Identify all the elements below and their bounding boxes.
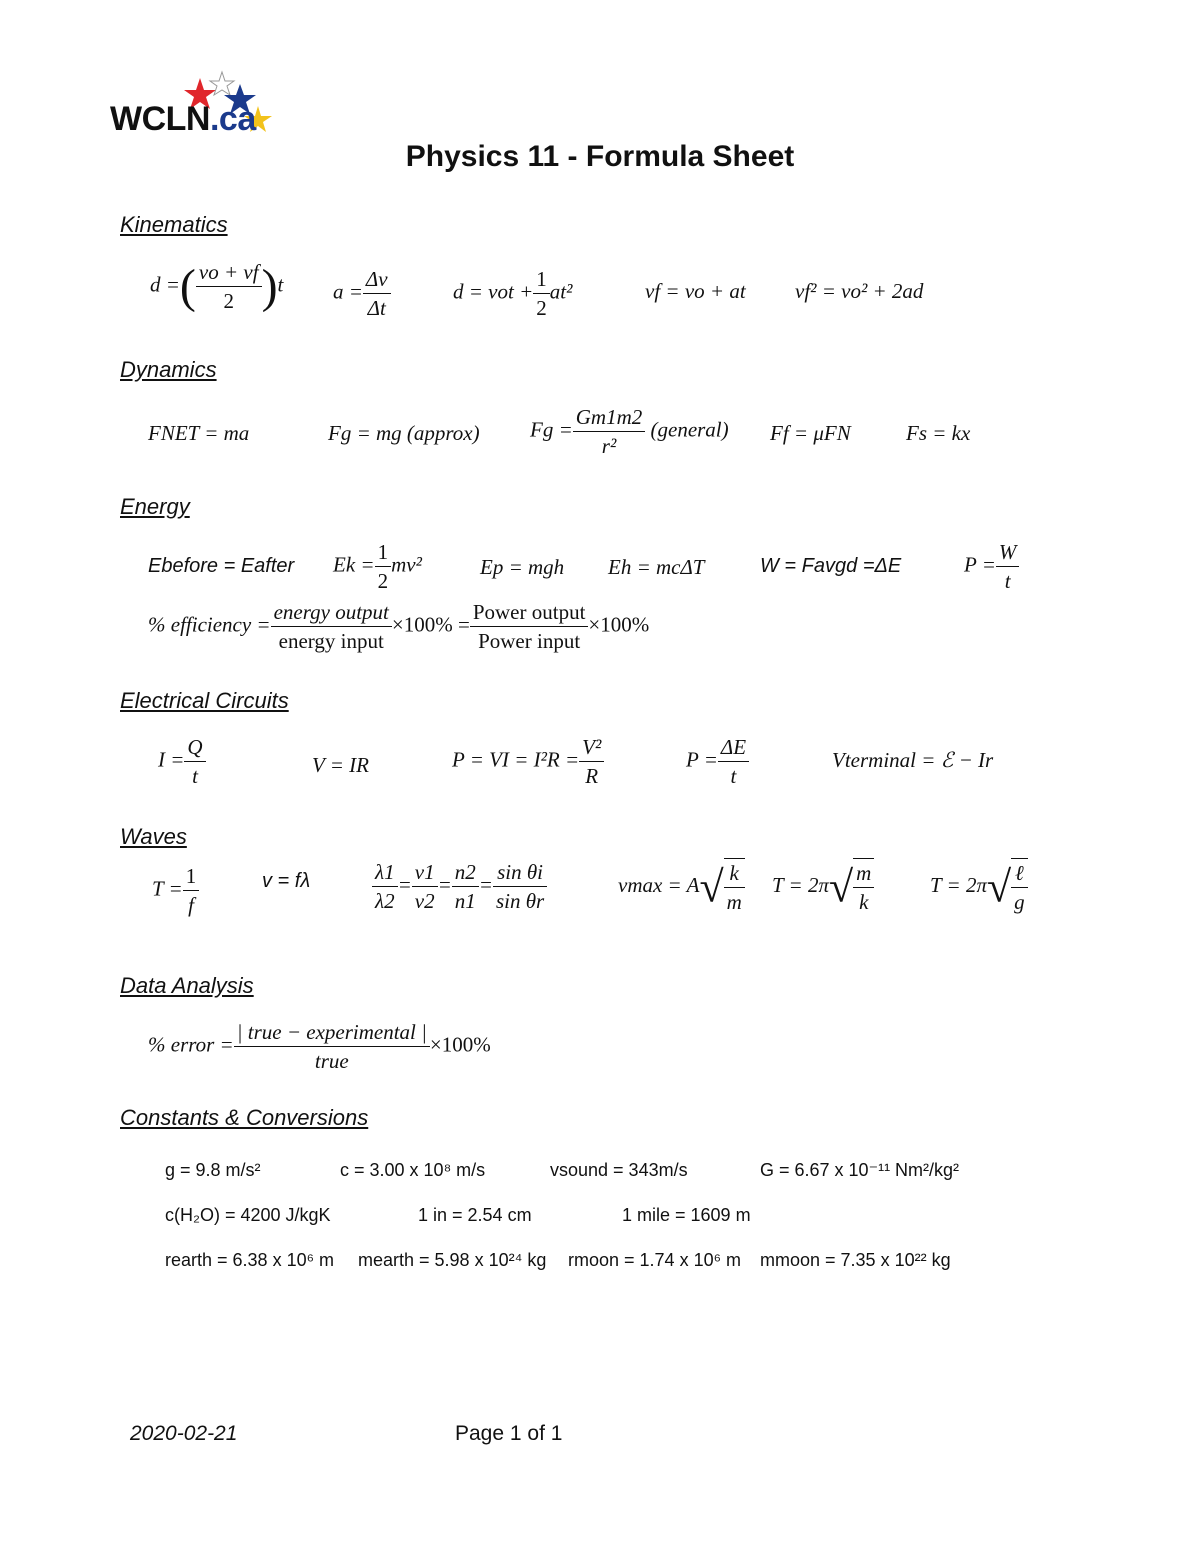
const-mile: 1 mile = 1609 m [622,1205,751,1225]
logo [110,100,256,139]
kin-formula-3 [453,265,572,322]
elec-f4-num: ΔE [718,733,749,762]
waves-f5-den: k [859,890,869,914]
eff-end: ×100% [588,612,650,637]
const-water-heat: c(H₂O) = 4200 J/kgK [165,1205,331,1225]
error-den: true [314,1049,349,1073]
dyn-formula-3 [530,403,729,460]
section-constants: Constants & Conversions [120,1105,369,1130]
elec-formula-3 [452,733,604,790]
waves-f3-d2: v2 [414,889,435,913]
kin-formula-1: d =( $\frac{vo + vf}{2}$ )t [150,260,284,313]
footer-page-number: Page 1 of 1 [455,1422,563,1445]
elec-f4-den: t [730,764,737,788]
energy-f6-den: t [1004,569,1011,593]
elec-f3-num: V² [579,733,604,762]
error-lhs: % error = [148,1032,234,1057]
energy-formula-2 [333,538,422,595]
const-gravity: g = 9.8 m/s² [165,1160,261,1180]
elec-formula-4 [686,733,749,790]
eff-den2: Power input [478,629,581,653]
kin-f3-rhs: at² [549,279,573,304]
kin-formula-4: vf = vo + at [645,279,746,303]
elec-formula-5: Vterminal = ℰ − Ir [832,748,994,772]
energy-f6-lhs: P = [964,552,996,577]
eff-mid: ×100% = [391,612,470,637]
section-waves: Waves [120,824,187,849]
error-num: | true − experimental | [234,1018,430,1047]
energy-f2-lhs: Ek = [333,552,375,577]
dyn-f3-num: Gm1m2 [573,403,646,432]
page-title: Physics 11 - Formula Sheet [405,140,795,173]
error-rhs: ×100% [429,1032,491,1057]
waves-f4-lhs: vmax = A [618,872,700,897]
eff-num2: Power output [470,598,589,627]
logo-dot: .ca [209,100,256,138]
const-moon-radius: rmoon = 1.74 x 10⁶ m [568,1250,741,1270]
kin-f2-den: Δt [367,296,386,320]
energy-formula-1: Ebefore = Eafter [148,555,295,577]
kin-f1-num: vo + vf [196,258,262,287]
section-dynamics: Dynamics [120,357,217,382]
energy-f6-num: W [996,538,1020,567]
waves-f6-den: g [1014,890,1025,914]
waves-f3-n3: n2 [452,858,479,887]
waves-f3-n1: λ1 [372,858,398,887]
const-earth-mass: mearth = 5.98 x 10²⁴ kg [358,1250,547,1270]
const-gravitational: G = 6.67 x 10⁻¹¹ Nm²/kg² [760,1160,960,1180]
dyn-formula-1: FNET = ma [148,421,250,445]
waves-f1-num: 1 [183,862,200,891]
eff-den1: energy input [278,629,384,653]
dyn-formula-2: Fg = mg (approx) [328,421,480,445]
kin-f3-lhs: d = vot + [453,279,534,304]
efficiency-formula [148,598,649,655]
elec-f4-lhs: P = [686,747,718,772]
waves-f3-n4: sin θi [493,858,547,887]
const-moon-mass: mmoon = 7.35 x 10²² kg [760,1250,951,1270]
waves-formula-5: T = 2π√ $\frac{m}{k}$ [772,858,874,916]
elec-formula-2: V = IR [312,753,369,777]
kin-f1-t: t [277,272,284,297]
elec-f1-lhs: I = [158,747,185,772]
energy-f2-num: 1 [375,538,392,567]
dyn-f3-rhs: (general) [650,417,729,442]
energy-formula-3: Ep = mgh [480,555,565,579]
energy-formula-4: Eh = mcΔT [608,555,705,579]
dyn-formula-5: Fs = kx [906,421,971,445]
section-kinematics: Kinematics [120,212,228,237]
elec-f3-den: R [585,764,599,788]
const-earth-radius: rearth = 6.38 x 10⁶ m [165,1250,334,1270]
waves-f4-num: k [724,859,745,888]
const-inch: 1 in = 2.54 cm [418,1205,532,1225]
waves-f5-lhs: T = 2π [772,872,829,897]
kin-f1-den: 2 [223,289,234,313]
elec-f3-lhs: P = VI = I²R = [452,747,580,772]
section-electrical: Electrical Circuits [120,688,289,713]
kin-f2-num: Δv [363,265,391,294]
waves-f1-den: f [188,893,194,917]
footer-date: 2020-02-21 [130,1422,238,1445]
kin-formula-5: vf² = vo² + 2ad [795,279,924,303]
elec-f1-den: t [192,764,198,788]
elec-formula-1 [158,733,206,790]
waves-formula-1 [152,862,199,919]
energy-f2-den: 2 [377,569,389,593]
dyn-f3-lhs: Fg = [530,417,573,442]
waves-f1-lhs: T = [152,876,183,901]
section-data-analysis: Data Analysis [120,973,254,998]
kin-formula-2 [333,265,391,322]
waves-formula-2: v = fλ [262,870,311,892]
waves-f5-num: m [853,859,874,888]
waves-formula-6: T = 2π√ $\frac{\text{ℓ}}{g}$ [930,858,1028,916]
dyn-formula-4: Ff = μFN [770,421,851,445]
eff-lhs: % efficiency = [148,612,271,637]
error-formula [148,1018,491,1075]
kin-f2-lhs: a = [333,279,363,304]
waves-formula-3: $\frac{\lambda 1}{\lambda 2}$ = $\frac{v1}{v2}$ = $\frac{n2}{n1}$ = $\frac{\text{sin θi}}{\text{sin θr}}$ [372,858,547,915]
waves-f4-den: m [726,890,742,914]
waves-f3-d1: λ2 [375,889,395,913]
energy-formula-5: W = Favgd =ΔE [760,555,902,577]
kin-f3-den: 2 [536,296,547,320]
waves-formula-4: vmax = A√ $\frac{k}{m}$ [618,858,745,916]
kin-f3-num: 1 [533,265,550,294]
const-light-speed: c = 3.00 x 10⁸ m/s [340,1160,486,1180]
waves-f3-n2: v1 [412,858,438,887]
energy-f2-rhs: mv² [391,552,422,577]
eff-num1: energy output [271,598,392,627]
waves-f6-lhs: T = 2π [930,872,987,897]
elec-f1-num: Q [184,733,205,762]
section-energy: Energy [120,494,190,519]
dyn-f3-den: r² [601,434,617,458]
logo-main: WCLN [110,100,210,138]
waves-f3-d4: sin θr [495,889,545,913]
const-sound-speed: vsound = 343m/s [550,1160,688,1180]
kin-f1-lhs: d = [150,272,180,297]
waves-f3-d3: n1 [454,889,476,913]
energy-formula-6 [964,538,1019,595]
waves-f6-num: ℓ [1011,859,1028,888]
